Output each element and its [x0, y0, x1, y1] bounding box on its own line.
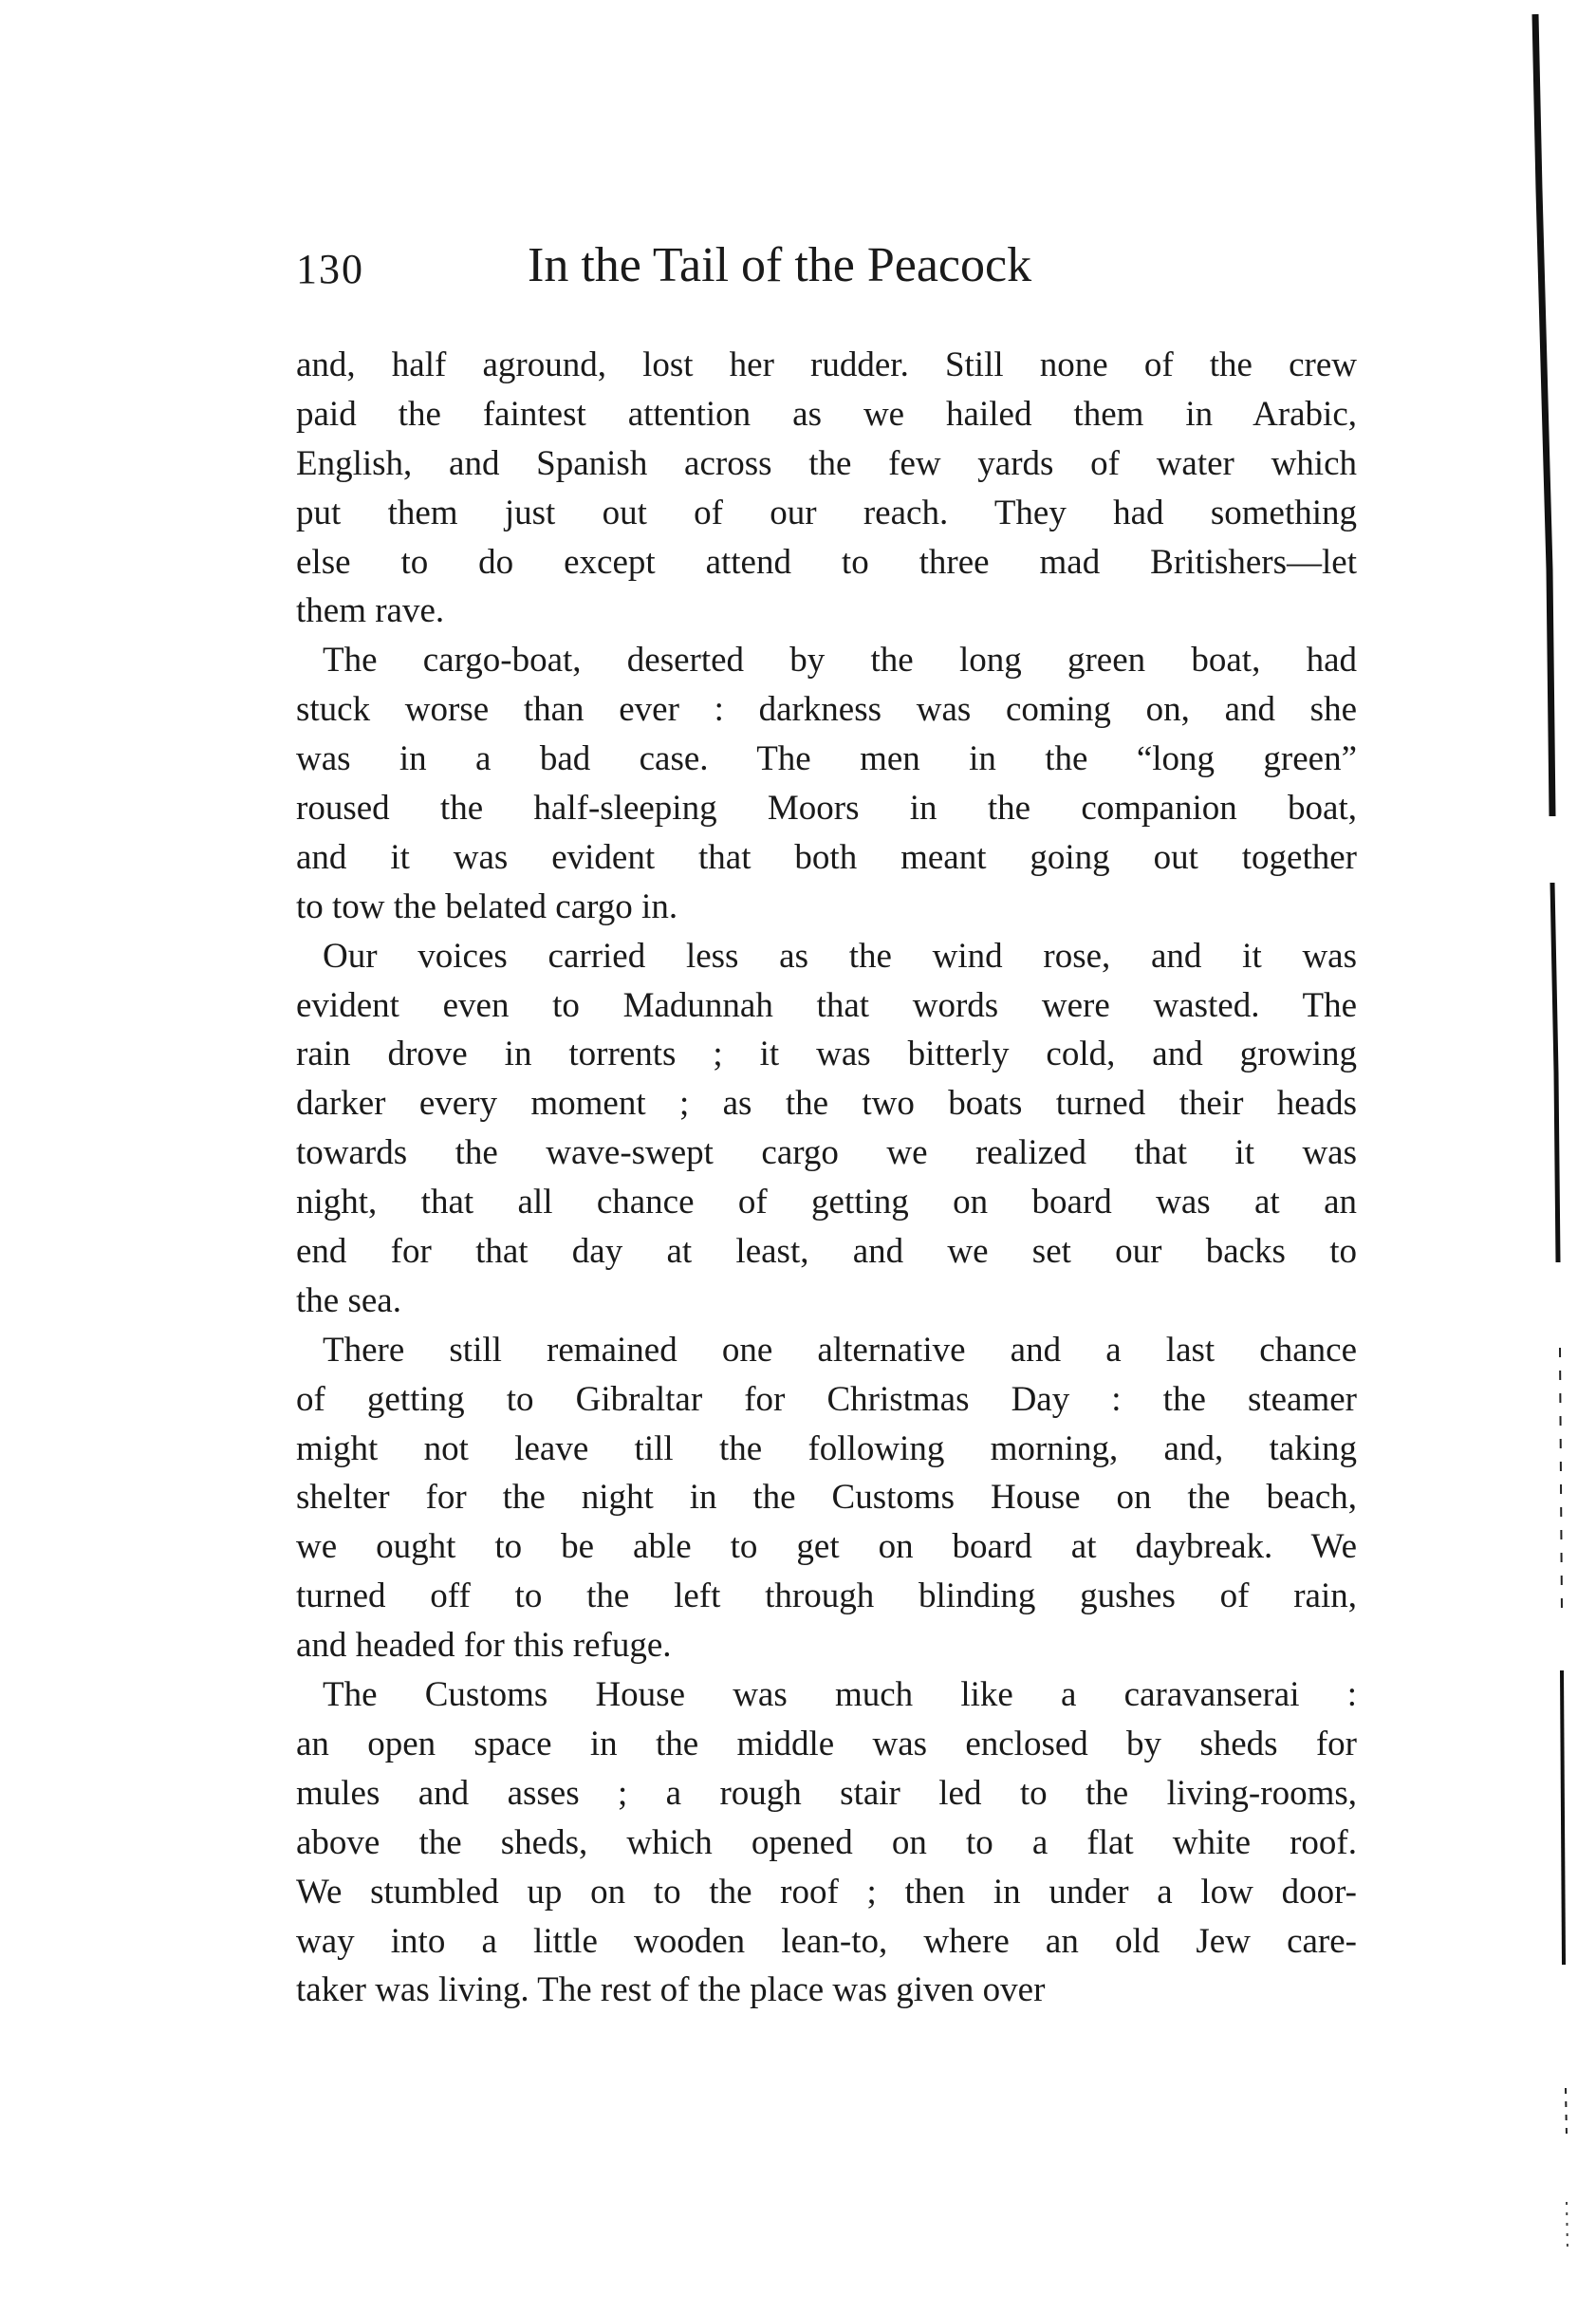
- text-line: night, that all chance of getting on board was at an: [296, 1183, 1357, 1222]
- text-line: above the sheds, which opened on to a flat white roof.: [296, 1822, 1357, 1862]
- text-line: we ought to be able to get on board at daybreak. We: [296, 1527, 1357, 1567]
- text-line: towards the wave-swept cargo we realized that it was: [296, 1133, 1357, 1173]
- text-line: The cargo-boat, deserted by the long green boat, had: [323, 641, 1357, 681]
- text-line: stuck worse than ever : darkness was coming on, and she: [296, 690, 1357, 730]
- text-line: There still remained one alternative and a last chance: [323, 1330, 1357, 1370]
- text-line: end for that day at least, and we set our backs to: [296, 1232, 1357, 1272]
- text-line: else to do except attend to three mad Britishers—let: [296, 542, 1357, 582]
- text-line: taker was living. The rest of the place was given over: [296, 1970, 1046, 2010]
- text-line: of getting to Gibraltar for Christmas Day : the steamer: [296, 1379, 1357, 1419]
- text-line: roused the half-sleeping Moors in the companion boat,: [296, 789, 1357, 829]
- text-line: mules and asses ; a rough stair led to the living-rooms,: [296, 1773, 1357, 1813]
- text-line: Our voices carried less as the wind rose, and it was: [323, 936, 1357, 976]
- page-number: 130: [296, 246, 364, 292]
- text-line: The Customs House was much like a caravanserai :: [323, 1675, 1357, 1715]
- running-title: In the Tail of the Peacock: [528, 238, 1032, 292]
- text-line: them rave.: [296, 591, 445, 631]
- text-line: rain drove in torrents ; it was bitterly cold, and growing: [296, 1035, 1357, 1074]
- text-line: shelter for the night in the Customs House on the beach,: [296, 1478, 1357, 1518]
- text-line: might not leave till the following morning, and, taking: [296, 1428, 1357, 1468]
- text-line: and it was evident that both meant going out together: [296, 837, 1357, 877]
- text-line: was in a bad case. The men in the “long green”: [296, 739, 1357, 779]
- text-line: English, and Spanish across the few yards of water which: [296, 443, 1357, 483]
- text-line: evident even to Madunnah that words were wasted. The: [296, 985, 1357, 1025]
- text-line: darker every moment ; as the two boats turned their heads: [296, 1084, 1357, 1124]
- text-line: an open space in the middle was enclosed by sheds for: [296, 1724, 1357, 1763]
- text-line: turned off to the left through blinding gushes of rain,: [296, 1576, 1357, 1616]
- text-line: the sea.: [296, 1280, 401, 1320]
- text-line: way into a little wooden lean-to, where an old Jew care-: [296, 1921, 1357, 1961]
- text-line: and, half aground, lost her rudder. Still none of the crew: [296, 345, 1357, 384]
- text-line: We stumbled up on to the roof ; then in under a low door-: [296, 1872, 1357, 1912]
- text-line: paid the faintest attention as we hailed them in Arabic,: [296, 394, 1357, 434]
- text-line: and headed for this refuge.: [296, 1626, 672, 1666]
- text-line: put them just out of our reach. They had something: [296, 493, 1357, 532]
- text-line: to tow the belated cargo in.: [296, 886, 678, 926]
